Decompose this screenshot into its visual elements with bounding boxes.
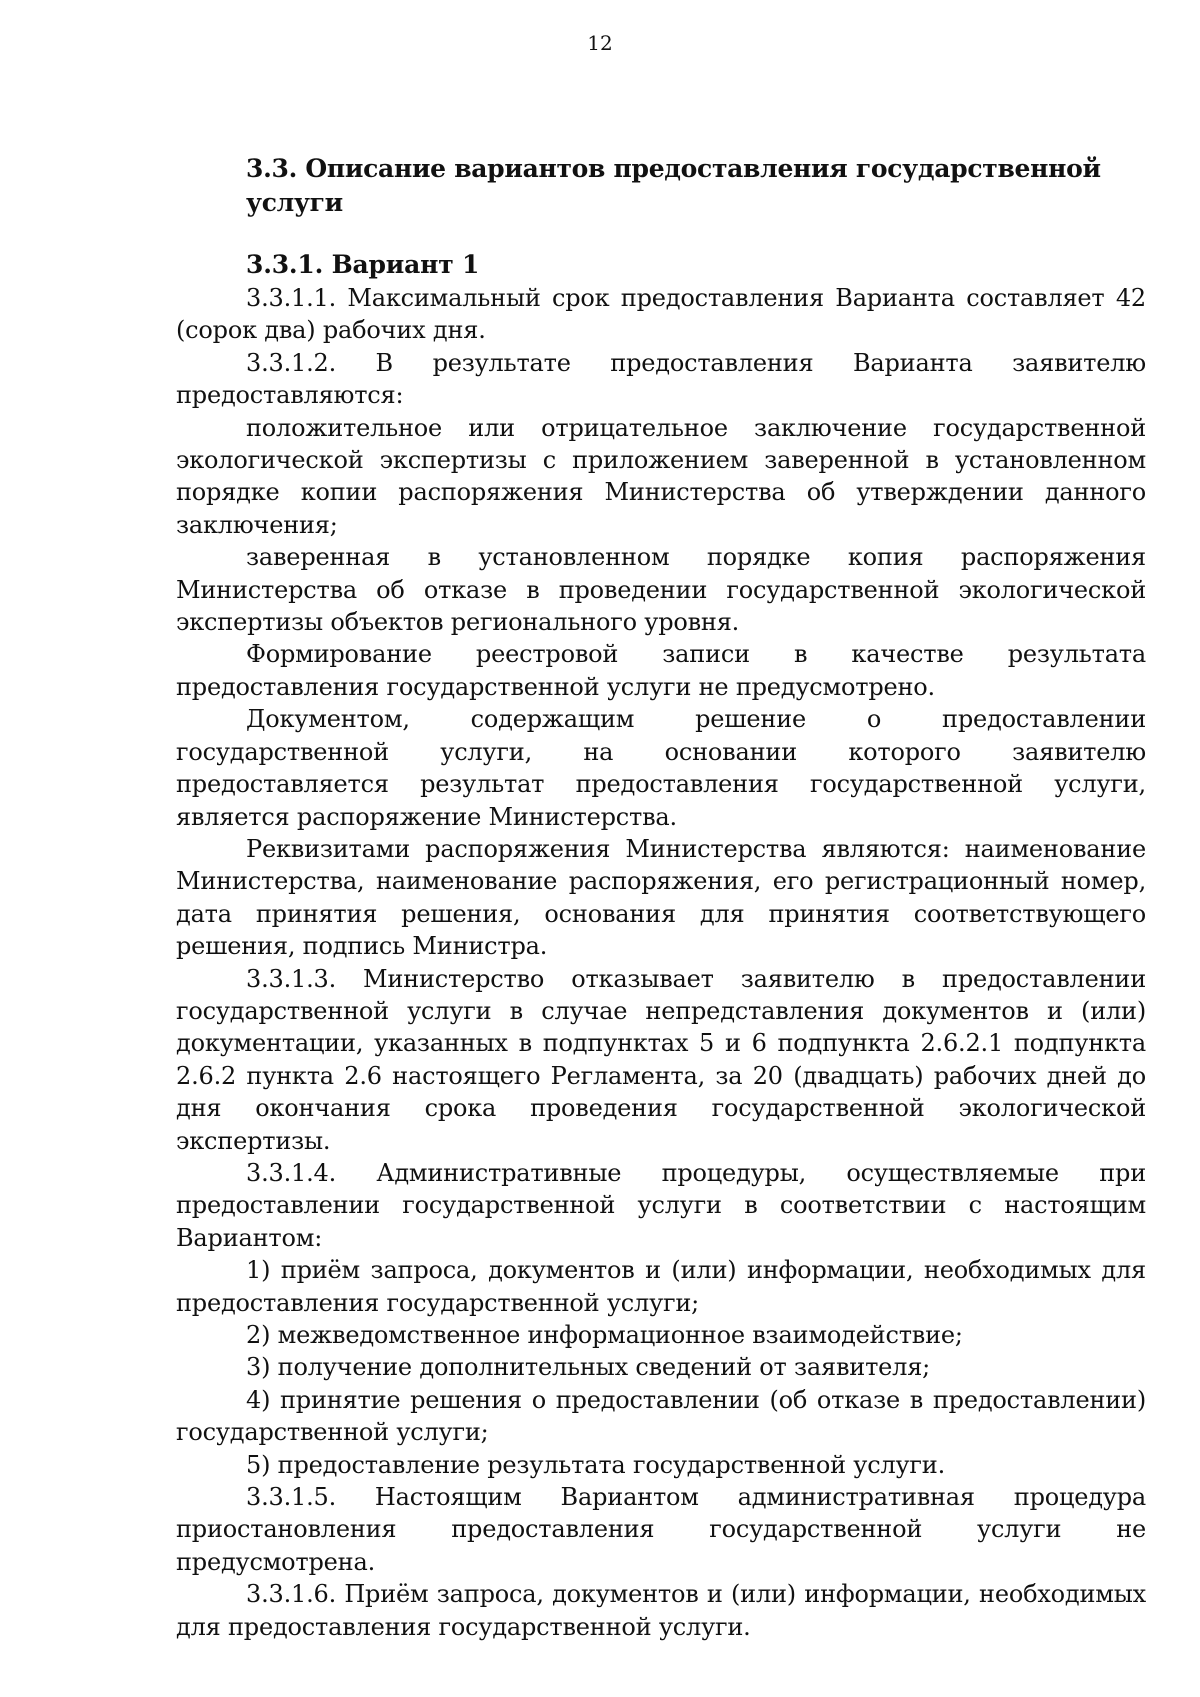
paragraph-3-3-1-2: 3.3.1.2. В результате предоставления Варианта заявителю предоставляются: (176, 348, 1146, 410)
paragraph-result-refusal-copy: заверенная в установленном порядке копия распоряжения Министерства об отказе в проведении государственной экологической экспертизы объектов регионального уровня. (176, 543, 1146, 637)
section-heading: 3.3. Описание вариантов предоставления государственной услуги (246, 154, 1101, 217)
paragraph-3-3-1-1: 3.3.1.1. Максимальный срок предоставления Варианта составляет 42 (сорок два) рабочих дня. (176, 284, 1146, 345)
paragraph-registry-record: Формирование реестровой записи в качестве результата предоставления государственной услуги не предусмотрено. (176, 640, 1146, 701)
list-item-2: 2) межведомственное информационное взаимодействие; (246, 1321, 963, 1349)
page-number: 12 (587, 31, 613, 55)
paragraph-decision-document: Документом, содержащим решение о предоставлении государственной услуги, на основании которого заявителю предоставляется результат предоставления государственной услуги, является распоряжение Министерства. (176, 705, 1146, 831)
paragraph-order-requisites: Реквизитами распоряжения Министерства являются: наименование Министерства, наименование распоряжения, его регистрационный номер, дата принятия решения, основания для принятия соответствующего решения, подпись Министра. (176, 834, 1146, 961)
document-body (176, 152, 1146, 1643)
subsection-heading: 3.3.1. Вариант 1 (246, 250, 480, 279)
paragraph-3-3-1-6: 3.3.1.6. Приём запроса, документов и (или) информации, необходимых для предоставления государственной услуги. (176, 1580, 1146, 1641)
paragraph-3-3-1-3: 3.3.1.3. Министерство отказывает заявителю в предоставлении государственной услуги в случае непредставления документов и (или) документации, указанных в подпунктах 5 и 6 подпункта 2.6.2.1 подпункта 2.6.2 пункта 2.6 настоящего Регламента, за 20 (двадцать) рабочих дней до дня окончания срока проведения государственной экологической экспертизы. (176, 964, 1146, 1155)
paragraph-result-positive-negative: положительное или отрицательное заключение государственной экологической экспертизы с приложением заверенной в установленном порядке копии распоряжения Министерства об утверждении данного заключения; (176, 413, 1146, 539)
paragraph-3-3-1-4: 3.3.1.4. Административные процедуры, осуществляемые при предоставлении государственной услуги в соответствии с настоящим Вариантом: (176, 1158, 1146, 1252)
list-item-5: 5) предоставление результата государственной услуги. (246, 1450, 946, 1479)
list-item-3: 3) получение дополнительных сведений от заявителя; (246, 1353, 931, 1382)
list-item-4: 4) принятие решения о предоставлении (об отказе в предоставлении) государственной услуги; (176, 1385, 1146, 1447)
paragraph-3-3-1-5: 3.3.1.5. Настоящим Вариантом административная процедура приостановления предоставления государственной услуги не предусмотрена. (176, 1483, 1146, 1576)
list-item-1: 1) приём запроса, документов и (или) информации, необходимых для предоставления государственной услуги; (176, 1256, 1146, 1317)
